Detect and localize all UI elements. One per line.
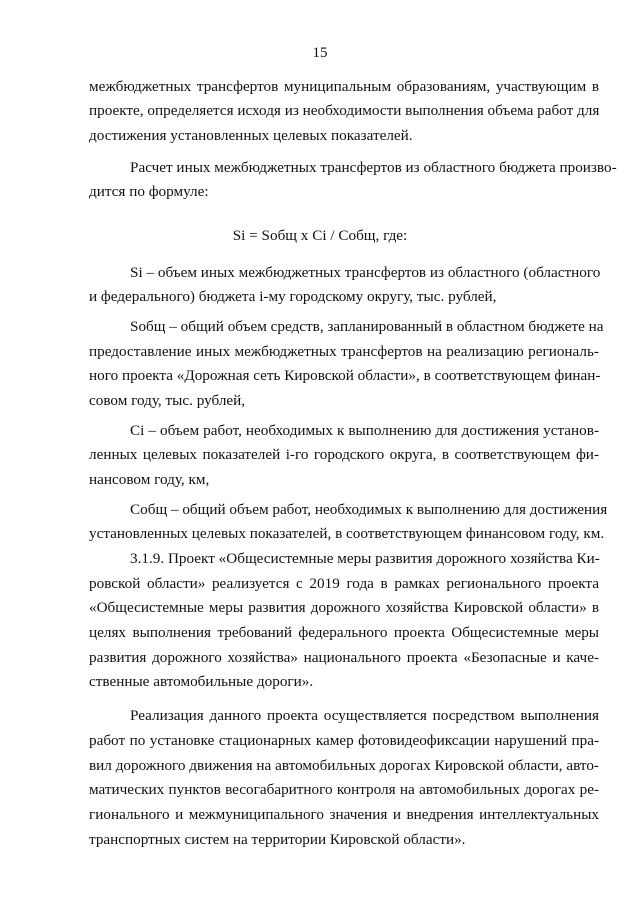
text-line: работ по установке стационарных камер фотовидеофиксации нарушений пра-: [89, 732, 599, 749]
text-line: развития дорожного хозяйства» национального проекта «Безопасные и каче-: [89, 649, 599, 666]
text-line: вил дорожного движения на автомобильных дорогах Кировской области, авто-: [89, 757, 599, 774]
text-line: достижения установленных целевых показателей.: [89, 127, 413, 144]
text-line: Ci – объем работ, необходимых к выполнению для достижения установ-: [130, 422, 599, 439]
text-line: 3.1.9. Проект «Общесистемные меры развития дорожного хозяйства Ки-: [130, 550, 600, 567]
page-number: 15: [312, 45, 328, 61]
text-line: совом году, тыс. рублей,: [89, 392, 246, 409]
text-line: Расчет иных межбюджетных трансфертов из областного бюджета произво-: [130, 159, 617, 176]
text-line: гионального и межмуниципального значения и внедрения интеллектуальных: [89, 806, 599, 823]
text-line: Реализация данного проекта осуществляется посредством выполнения: [130, 707, 599, 724]
text-line: Si – объем иных межбюджетных трансфертов из областного (областного: [130, 264, 601, 281]
text-line: матических пунктов весогабаритного контроля на автомобильных дорогах ре-: [89, 781, 599, 798]
text-line: Cобщ – общий объем работ, необходимых к выполнению для достижения: [130, 501, 608, 518]
text-line: «Общесистемные меры развития дорожного хозяйства Кировской области» в: [89, 599, 599, 616]
text-line: ного проекта «Дорожная сеть Кировской области», в соответствующем финан-: [89, 367, 601, 384]
formula: Si = Sобщ x Ci / Cобщ, где:: [232, 227, 408, 244]
text-line: ственные автомобильные дороги».: [89, 673, 314, 690]
text-line: установленных целевых показателей, в соответствующем финансовом году, км.: [89, 525, 605, 542]
text-line: предоставление иных межбюджетных трансфертов на реализацию региональ-: [89, 343, 599, 360]
text-line: ленных целевых показателей i-го городского округа, в соответствующем фи-: [89, 446, 599, 463]
text-line: ровской области» реализуется с 2019 года в рамках регионального проекта: [89, 575, 599, 592]
text-line: Sобщ – общий объем средств, запланированный в областном бюджете на: [130, 318, 604, 335]
text-line: нансовом году, км,: [89, 471, 210, 488]
text-line: межбюджетных трансфертов муниципальным образованиям, участвующим в: [89, 78, 599, 95]
text-line: целях выполнения требований федерального проекта Общесистемные меры: [89, 624, 599, 641]
text-line: дится по формуле:: [89, 183, 209, 200]
text-line: транспортных систем на территории Кировской области».: [89, 831, 466, 848]
text-line: проекте, определяется исходя из необходимости выполнения объема работ для: [89, 102, 600, 119]
text-line: и федерального) бюджета i-му городскому округу, тыс. рублей,: [89, 288, 497, 305]
